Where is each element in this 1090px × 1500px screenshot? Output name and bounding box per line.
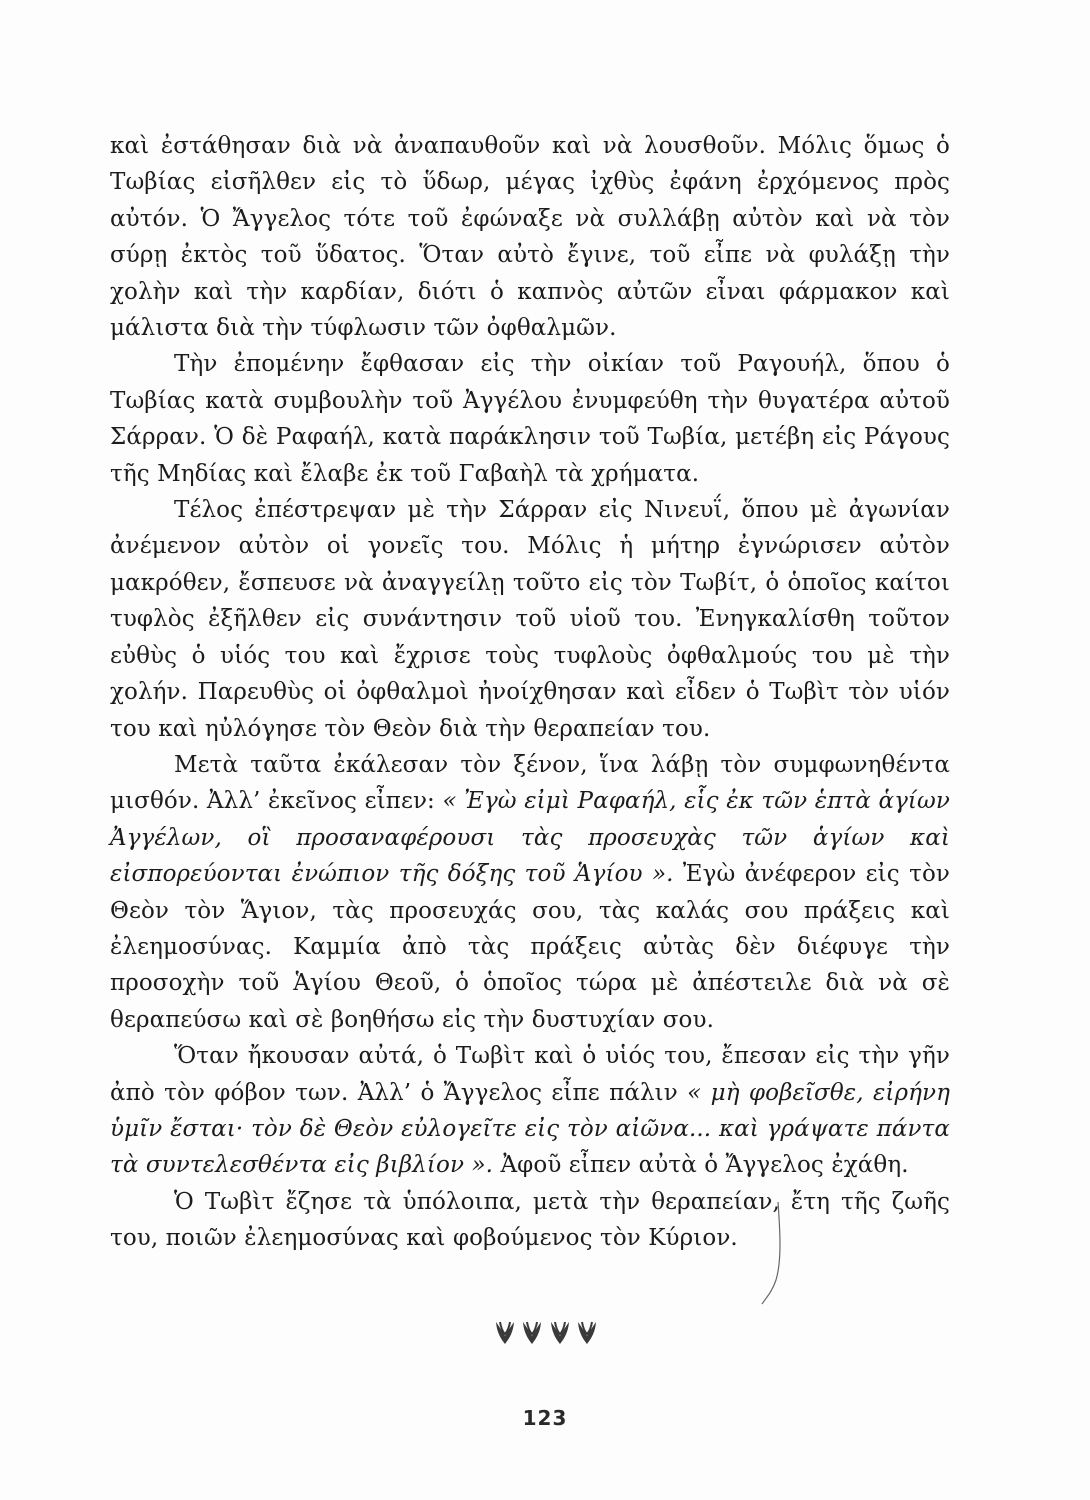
- paragraph-1-text: καὶ ἐστάθησαν διὰ νὰ ἀναπαυθοῦν καὶ νὰ λουσθοῦν. Μόλις ὅμως ὁ Τωβίας εἰσῆλθεν εἰς τὸ ὕδωρ, μέγας ἰχθὺς ἐφάνη ἐρχόμενος πρὸς αὐτόν. Ὁ Ἄγγελος τότε τοῦ ἐφώναξε νὰ συλλάβῃ αὐτὸν καὶ νὰ τὸν σύρῃ ἐκτὸς τοῦ ὕδατος. Ὅταν αὐτὸ ἔγινε, τοῦ εἶπε νὰ φυλάξῃ τὴν χολὴν καὶ τὴν καρδίαν, διότι ὁ καπνὸς αὐτῶν εἶναι φάρμακον καὶ μάλιστα διὰ τὴν τύφλωσιν τῶν ὀφθαλμῶν.: [110, 133, 950, 342]
- paragraph-5-text-end: Ἀφοῦ εἶπεν αὐτὰ ὁ Ἄγγελος ἐχάθη.: [493, 1152, 909, 1179]
- paragraph-3-text: Τέλος ἐπέστρεψαν μὲ τὴν Σάρραν εἰς Νινευΐ, ὅπου μὲ ἀγωνίαν ἀνέμενον αὐτὸν οἱ γονεῖς του. Μόλις ἡ μήτηρ ἐγνώρισεν αὐτὸν μακρόθεν, ἔσπευσε νὰ ἀναγγείλῃ τοῦτο εἰς τὸν Τωβίτ, ὁ ὁποῖος καίτοι τυφλὸς ἐξῆλθεν εἰς συνάντησιν τοῦ υἱοῦ του. Ἐνηγκαλίσθη τοῦτον εὐθὺς ὁ υἱός του καὶ ἔχρισε τοὺς τυφλοὺς ὀφθαλμούς του μὲ τὴν χολήν. Παρευθὺς οἱ ὀφθαλμοὶ ἠνοίχθησαν καὶ εἶδεν ὁ Τωβὶτ τὸν υἱόν του καὶ ηὐλόγησε τὸν Θεὸν διὰ τὴν θεραπείαν του.: [110, 497, 950, 742]
- leaf-ornament: [494, 1318, 598, 1348]
- paragraph-6-text: Ὁ Τωβὶτ ἔζησε τὰ ὑπόλοιπα, μετὰ τὴν θεραπείαν, ἔτη τῆς ζωῆς του, ποιῶν ἐλεημοσύνας καὶ φοβούμενος τὸν Κύριον.: [110, 1188, 950, 1252]
- paragraph-2-text: Τὴν ἐπομένην ἔφθασαν εἰς τὴν οἰκίαν τοῦ Ραγουήλ, ὅπου ὁ Τωβίας κατὰ συμβουλὴν τοῦ Ἀγγέλου ἐνυμφεύθη τὴν θυγατέρα αὐτοῦ Σάρραν. Ὁ δὲ Ραφαήλ, κατὰ παράκλησιν τοῦ Τωβία, μετέβη εἰς Ράγους τῆς Μηδίας καὶ ἔλαβε ἐκ τοῦ Γαβαὴλ τὰ χρήματα.: [110, 351, 950, 487]
- paragraph-6: [110, 1184, 950, 1257]
- paragraph-5-text: Ὅταν ἤκουσαν αὐτά, ὁ Τωβὶτ καὶ ὁ υἱός του, ἔπεσαν εἰς τὴν γῆν ἀπὸ τὸν φόβον των. Ἀλλ’ ὁ Ἄγγελος εἶπε πάλιν: [110, 1043, 950, 1106]
- paragraph-4: [110, 747, 950, 1038]
- leaf-ornament-icon: [494, 1318, 516, 1346]
- page-number: 123: [522, 1406, 568, 1430]
- leaf-ornament-icon: [549, 1318, 571, 1346]
- paragraph-1: [110, 128, 950, 346]
- paragraph-3: [110, 492, 950, 747]
- paragraph-2: [110, 346, 950, 492]
- paragraph-5: [110, 1038, 950, 1184]
- leaf-ornament-icon: [576, 1318, 598, 1346]
- leaf-ornament-icon: [521, 1318, 543, 1346]
- body-text: [110, 128, 950, 1257]
- paragraph-5-quote: « μὴ φοβεῖσθε, εἰρήνη ὑμῖν ἔσται· τὸν δὲ Θεὸν εὐλογεῖτε εἰς τὸν αἰῶνα... καὶ γράψατε πάντα τὰ συντελεσθέντα εἰς βιβλίον ».: [110, 1079, 950, 1179]
- pencil-mark: [760, 1200, 790, 1310]
- paragraph-4-text: Μετὰ ταῦτα ἐκάλεσαν τὸν ξένον, ἵνα λάβῃ τὸν συμφωνηθέντα μισθόν. Ἀλλ’ ἐκεῖνος εἶπεν:: [110, 751, 950, 815]
- paragraph-4-quote: « Ἐγὼ εἰμὶ Ραφαήλ, εἷς ἐκ τῶν ἑπτὰ ἁγίων Ἀγγέλων, οἳ προσαναφέρουσι τὰς προσευχὰς τῶν ἁγίων καὶ εἰσπορεύονται ἐνώπιον τῆς δόξης τοῦ Ἁγίου ».: [110, 788, 950, 888]
- paragraph-4-text-end: Ἐγὼ ἀνέφερον εἰς τὸν Θεὸν τὸν Ἅγιον, τὰς προσευχάς σου, τὰς καλάς σου πράξεις καὶ ἐλεημοσύνας. Καμμία ἀπὸ τὰς πράξεις αὐτὰς δὲν διέφυγε τὴν προσοχὴν τοῦ Ἁγίου Θεοῦ, ὁ ὁποῖος τώρα μὲ ἀπέστειλε διὰ νὰ σὲ θεραπεύσω καὶ σὲ βοηθήσω εἰς τὴν δυστυχίαν σου.: [110, 861, 950, 1033]
